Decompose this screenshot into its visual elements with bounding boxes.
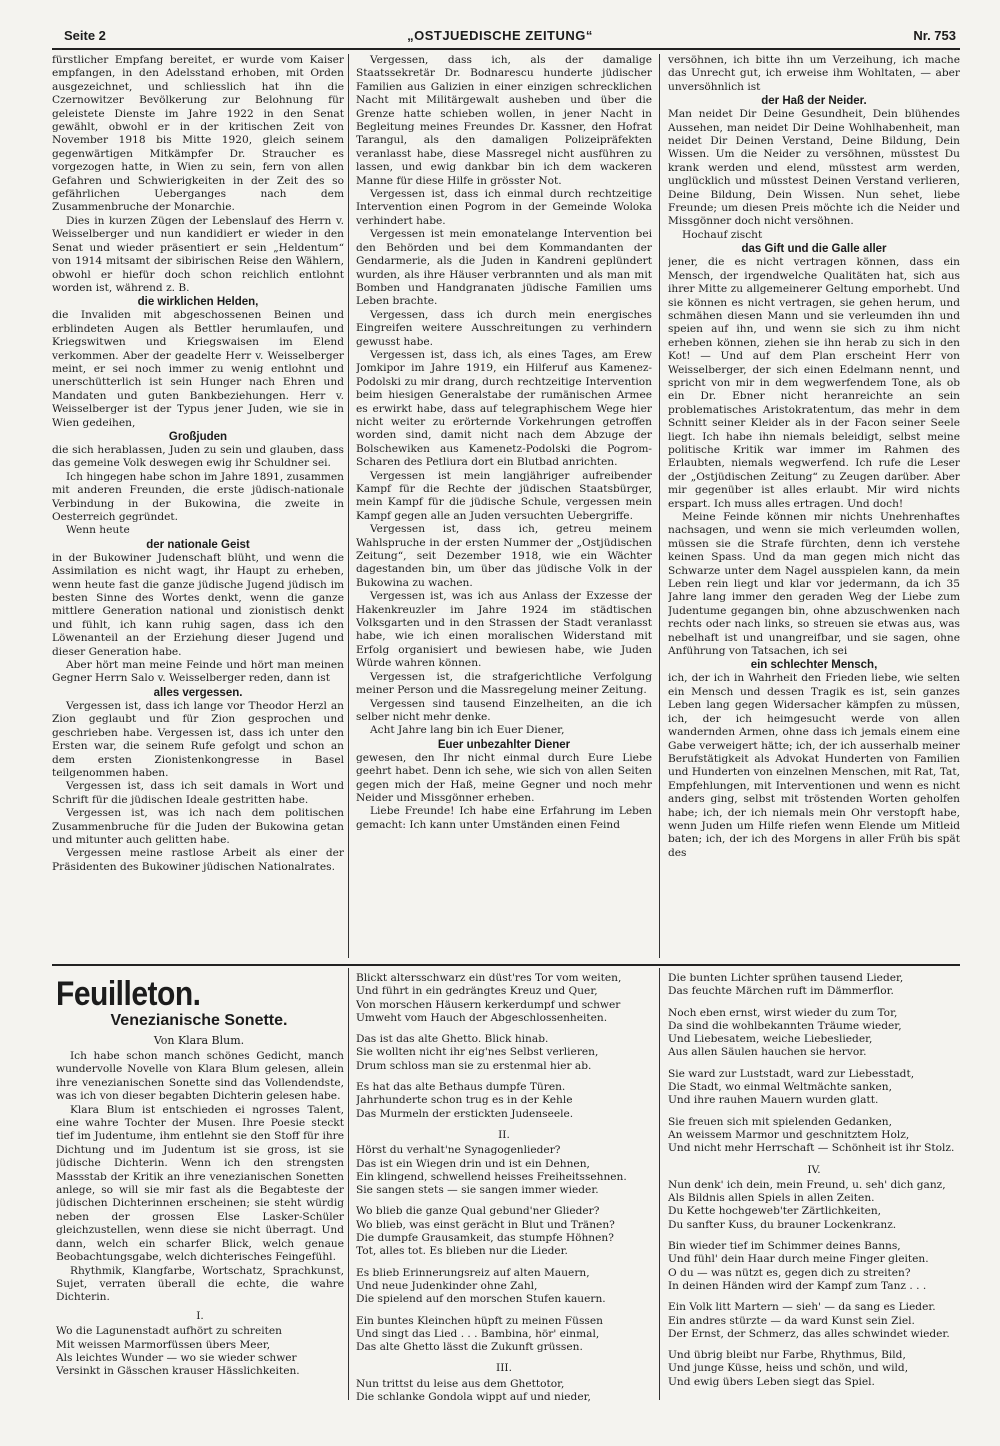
paragraph: die sich herablassen, Juden zu sein und glauben, dass das gemeine Volk deswegen ewig ihr Schuldner sei. [52, 443, 344, 470]
verse-line: Du sanfter Kuss, du brauner Lockenkranz. [668, 1218, 897, 1231]
verse-line: Und junge Küsse, heiss und schön, und wild, [668, 1362, 909, 1375]
feuilleton-title: Venezianische Sonette. [110, 1012, 288, 1029]
verse-line: Die Stadt, wo einmal Weltmächte sanken, [668, 1081, 892, 1094]
sonnet-numeral: III. [496, 1362, 512, 1375]
paragraph: Vergessen, dass ich, als der damalige Staatssekretär Dr. Bodnarescu hunderte jüdischer Familien aus Galizien in einer einzigen schrecklichen Nacht mit Militärgewalt ausheben und über die Grenze hatte schieben wollen, in jener Nacht in Begleitung meines Freundes Dr. Kassner, den Hofrat Tarangul, als den damaligen Polizeipräfekten veranlasst habe, diese Massregel nicht ausführen zu lassen, und ewig dankbar bin ich dem wackeren Manne für diese Hilfe in grösster Not. [356, 54, 652, 187]
verse-line: Das feuchte Märchen ruft im Dämmerflor. [668, 985, 894, 998]
stanza [668, 1007, 960, 1060]
verse-line: Sie wollten nicht ihr eig'nes Selbst verlieren, [356, 1046, 599, 1059]
verse-line: Umweht vom Hauch der Abgeschlossenheiten. [356, 1011, 608, 1024]
stanza [356, 1315, 652, 1355]
verse-line: Wo blieb die ganze Qual gebund'ner Glieder? [356, 1205, 600, 1218]
paragraph: Vergessen ist, dass ich einmal durch rechtzeitige Intervention einen Pogrom in der Gemeinde Woloka verhindert habe. [356, 188, 652, 227]
verse-line: Und ihre rauhen Mauern wurden glatt. [668, 1094, 879, 1107]
stanza [356, 1267, 652, 1307]
article-column-3 [668, 54, 960, 960]
verse-line: Ein klingend, schwellend heisses Freiheitssehnen. [356, 1170, 627, 1183]
subheading: das Gift und die Galle aller [741, 243, 887, 256]
issue-number: Nr. 753 [913, 28, 956, 43]
article-column-2 [356, 54, 652, 960]
verse-line: In deinen Händen wird der Kampf zum Tanz . . . [668, 1279, 927, 1292]
paragraph: Ich hingegen habe schon im Jahre 1891, zusammen mit anderen Freunden, die erste jüdisch-nationale Verbindung in der Bukowina, die zweite in Oesterreich gegründet. [52, 470, 344, 523]
sonnet-numeral: I. [196, 1310, 204, 1322]
verse-line: Wo blieb, was einst gerächt in Blut und Tränen? [356, 1218, 615, 1231]
paragraph: Meine Feinde können mir nichts Unehrenhaftes nachsagen, und wenn sie mich verleumden wollen, müssen sie die Strafe fürchten, denn ich verstehe keinen Spass. Und da man gegen mich nicht das Schwarze unter dem Nagel ausspielen kann, da mein Leben rein liegt und klar vor jedermann, da ich 35 Jahre lang immer den geraden Weg der Liebe zum Judentume gegangen bin, ohne abzuschwenken nach rechts oder nach links, so streuen sie etwas aus, was nebelhaft ist und unangreifbar, und sie sagen, ohne Anführung von Tatsachen, ich sei [668, 511, 960, 658]
verse-line: Blickt altersschwarz ein düst'res Tor vom weiten, [356, 972, 622, 984]
stanza [356, 1144, 652, 1197]
verse-line: Ein Volk litt Martern — sieh' — da sang es Lieder. [668, 1301, 936, 1314]
stanza [668, 1116, 960, 1156]
column-rule [659, 968, 660, 1400]
paragraph: Vergessen, dass ich durch mein energisches Eingreifen weitere Ausschreitungen zu verhindern gewusst habe. [356, 308, 652, 348]
column-rule [348, 968, 349, 1400]
verse-line: Und übrig bleibt nur Farbe, Rhythmus, Bild, [668, 1349, 906, 1362]
paragraph: Acht Jahre lang bin ich Euer Diener, [370, 724, 565, 737]
paragraph: Vergessen ist, dass ich, als eines Tages, am Erew Jomkipor im Jahre 1919, ein Hilferuf aus Kamenez-Podolski zu mir drang, durch rechtzeitige Intervention beim hiesigen Generalstabe der rumänischen Armee es erwirkt habe, dass auf telegraphischem Wege hier nicht weiter zu erörternde Vorkehrungen getroffen worden sind, damit nicht nach dem Abzuge der Bolschewiken aus Kamenetz-Podolski die Pogrom-Scharen des Petliura dort ein Blutbad anrichten. [356, 348, 652, 469]
stanza [668, 1301, 960, 1341]
stanza [668, 1349, 960, 1389]
paragraph: Rhythmik, Klangfarbe, Wortschatz, Sprachkunst, Sujet, verraten überall die echte, die wahre Dichterin. [56, 1264, 344, 1304]
verse-line: An weissem Marmor und geschnitztem Holz, [668, 1128, 910, 1141]
verse-line: Nun denk' ich dein, mein Freund, u. seh' dich ganz, [668, 1178, 946, 1191]
verse-line: Sie freuen sich mit spielenden Gedanken, [668, 1115, 892, 1128]
verse-line: Wo die Lagunenstadt aufhört zu schreiten [56, 1325, 282, 1338]
paragraph: Vergessen ist, die strafgerichtliche Verfolgung meiner Person und die Massregelung meiner Zeitung. [356, 670, 652, 697]
page-number: Seite 2 [64, 28, 106, 43]
verse-line: Versinkt in Gässchen krauser Hässlichkeiten. [56, 1365, 300, 1378]
verse-line: Und singt das Lied . . . Bambina, hör' einmal, [356, 1327, 600, 1340]
paragraph: die Invaliden mit abgeschossenen Beinen und erblindeten Augen als Bettler herumlaufen, und Kriegswitwen und Kriegswaisen im Elend verkommen. Aber der geadelte Herr v. Weisselberger meint, er sei noch immer zu wenig entlohnt und unerschütterlich ist sein Hunger nach Ehren und Mandaten und guten Bankbeziehungen. Herr v. Weisselberger ist der Typus jener Juden, wie sie in Wien gedeihen, [52, 309, 344, 429]
stanza [56, 1325, 344, 1378]
paragraph: Hochauf zischt [682, 228, 763, 241]
sonnet-column-3 [668, 972, 960, 1402]
page-header [0, 26, 1000, 48]
subheading: ein schlechter Mensch, [750, 659, 878, 672]
paragraph: Ich habe schon manch schönes Gedicht, manch wundervolle Novelle von Klara Blum gelesen, allein ihre venezianischen Sonette sind das Vollendendste, was ich von dieser begabten Dichterin gelesen habe. [56, 1050, 344, 1103]
paragraph: Klara Blum ist entschieden ei ngrosses Talent, eine wahre Tochter der Musen. Ihre Poesie steckt tief im Judentume, ihm entlehnt sie den Stoff für ihre Dichtung und im Judentum ist sie gross, ist sie jüdische Dichterin. Wenn ich den strengsten Massstab der Kritik an ihre venezianischen Sonetten anlege, so will sie mir fast als die Begabteste der jüdischen Dichterinnen erscheinen; sie steht würdig neben der grossen Else Lasker-Schüler gleichzustellen, wenn diese sie nicht überragt. Und dann, welch ein scharfer Blick, welch genaue Beobachtungsgabe, welch dichterisches Feingefühl. [56, 1103, 344, 1264]
stanza [356, 1033, 652, 1073]
paragraph: Vergessen ist, was ich nach dem politischen Zusammenbruche für die Juden der Bukowina getan und mitunter auch gelitten habe. [52, 807, 344, 846]
masthead-title: „OSTJUEDISCHE ZEITUNG“ [407, 28, 593, 43]
subheading: der Haß der Neider. [761, 95, 867, 108]
verse-line: Und ewig übers Leben siegt das Spiel. [668, 1375, 875, 1388]
verse-line: Sie ward zur Luststadt, ward zur Liebesstadt, [668, 1067, 915, 1080]
verse-line: Und Liebesatem, weiche Liebeslieder, [668, 1033, 873, 1046]
verse-line: Es blieb Erinnerungsreiz auf alten Mauern, [356, 1266, 590, 1279]
verse-line: Es hat das alte Bethaus dumpfe Türen. [356, 1081, 566, 1094]
verse-line: Und neue Judenkinder ohne Zahl, [356, 1279, 538, 1292]
verse-line: Und nicht mehr Herrschaft — Schönheit ist ihr Stolz. [668, 1142, 955, 1155]
verse-line: O du — was nützt es, gegen dich zu streiten? [668, 1266, 911, 1279]
verse-line: Der Ernst, der Schmerz, das alles schwindet wieder. [668, 1327, 950, 1340]
verse-line: Sie sangen stets — sie sangen immer wieder. [356, 1184, 599, 1197]
sonnet-numeral: II. [498, 1128, 510, 1141]
paragraph: in der Bukowiner Judenschaft blüht, und wenn die Assimilation es nicht wagt, ihr Haupt zu erheben, wenn heute fast die ganze jüdische Jugend jüdisch im besten Sinne des Wortes denkt, wenn die ganze mittlere Generation national und zionistisch denkt und fühlt, ich kann ruhig sagen, dass ich den Löwenanteil an der Erziehung dieser Jugend und dieser Generation habe. [52, 551, 344, 658]
verse-line: Das alte Ghetto lässt die Zukunft grüssen. [356, 1341, 583, 1354]
paragraph: Dies in kurzen Zügen der Lebenslauf des Herrn v. Weisselberger und nun kandidiert er wieder in den Senat und wieder präsentiert er sein „Heldentum“ von 1914 mitsamt der sibirischen Reise den Wählern, obwohl er hiefür doch schon reichlich entlohnt worden ist, während z. B. [52, 214, 344, 294]
verse-line: Von morschen Häusern kerkerdumpf und schwer [356, 998, 621, 1011]
column-rule [659, 54, 660, 958]
paragraph: Aber hört man meine Feinde und hört man meinen Gegner Herrn Salo v. Weisselberger reden, dann ist [52, 659, 344, 685]
paragraph: jener, die es nicht vertragen können, dass ein Mensch, der irgendwelche Qualitäten hat, sich aus ihrer Mitte zu allgemeinerer Geltung emporhebt. Und sie können es nicht vertragen, sie gehen herum, und schmähen diesen Mann und sie verleumden ihn und speien auf ihn, und wenn sie sich zu ihm nicht erheben können, ziehen sie ihn herab zu sich in den Kot! — Und auf dem Plan erscheint Herr von Weisselberger, der sich einen Edelmann nennt, und spricht von mir in dem wegwerfendem Tone, als ob ein Dr. Ebner nicht heranreichte an sein problematisches Aristokratentum, das mehr in dem Schnitt seiner Kleider als in der Facon seiner Seele liegt. Ich habe ihn niemals beleidigt, selbst meine politische Kritik war immer im Rahmen des Erlaubten, niemals wegwerfend. Ich rufe die Leser der „Ostjüdischen Zeitung“ zu Zeugen darüber. Aber mir gegenüber ist alles erlaubt. Mir wird nichts erspart. Ich muss alles ertragen. Und doch! [668, 256, 960, 510]
verse-line: Da sind die wohlbekannten Träume wieder, [668, 1019, 902, 1032]
verse-line: Als Bildnis allen Spiels in allen Zeiten. [668, 1192, 875, 1205]
paragraph: Liebe Freunde! Ich habe eine Erfahrung im Leben gemacht: Ich kann unter Umständen einen Feind [356, 805, 652, 831]
verse-line: Die spielend auf den morschen Stufen kauern. [356, 1293, 606, 1306]
verse-line: Die bunten Lichter sprühen tausend Lieder, [668, 972, 904, 984]
verse-line: Tot, alles tot. Es blieben nur die Lieder. [356, 1245, 568, 1258]
verse-line: Bin wieder tief im Schimmer deines Banns, [668, 1240, 901, 1253]
stanza [356, 1205, 652, 1258]
paragraph: Vergessen ist mein langjähriger aufreibender Kampf für die Rechte der jüdischen Staatsbürger, mein Kampf für die jüdische Schule, vergessen mein Kampf gegen alle an Juden versuchten Uebergriffe. [356, 469, 652, 522]
subheading: Euer unbezahlter Diener [437, 738, 571, 751]
subheading: die wirklichen Helden, [137, 296, 259, 309]
subheading: der nationale Geist [146, 538, 250, 551]
stanza [668, 1179, 960, 1232]
verse-line: Ein andres stürzte — da ward Kunst sein Ziel. [668, 1314, 915, 1327]
sonnet-column-2 [356, 972, 652, 1402]
paragraph: Wenn heute [66, 524, 130, 537]
paragraph: Vergessen ist, was ich aus Anlass der Exzesse der Hakenkreuzler im Jahre 1924 im städtischen Volksgarten und in den Strassen der Stadt veranlasst habe, wie ich einen moralischen Widerstand mit Erfolg organisiert und bewiesen habe, wie Juden Würde wahren können. [356, 590, 652, 670]
stanza [356, 972, 652, 1025]
paragraph: Vergessen ist, dass ich, getreu meinem Wahlspruche in der ersten Nummer der „Ostjüdischen Zeitung“, seit Dezember 1918, wie ein Wächter dagestanden bin, um über das jüdische Volk in der Bukowina zu wachen. [356, 523, 652, 589]
column-rule [348, 54, 349, 958]
verse-line: Und führt in ein gedrängtes Kreuz und Quer, [356, 985, 598, 998]
feuilleton-label: Feuilleton. [56, 975, 201, 1013]
stanza [668, 972, 960, 999]
paragraph: Vergessen sind tausend Einzelheiten, an die ich selber nicht mehr denke. [356, 697, 652, 723]
paragraph: Vergessen ist, dass ich seit damals in Wort und Schrift für die jüdischen Ideale gestritten habe. [52, 780, 344, 806]
paragraph: Vergessen meine rastlose Arbeit als einer der Präsidenten des Bukowiner jüdischen Nationalrates. [52, 847, 344, 873]
verse-line: Die dumpfe Grausamkeit, das stumpfe Höhnen? [356, 1232, 614, 1245]
verse-line: Noch eben ernst, wirst wieder du zum Tor, [668, 1006, 898, 1019]
stanza [356, 1378, 652, 1402]
paragraph: Man neidet Dir Deine Gesundheit, Dein blühendes Aussehen, man neidet Dir Deine Wohlhabenheit, man neidet Dir Deinen Verstand, Deine Bildung, Dein Wissen. Um die Neider zu versöhnen, müsstest Du krank werden und elend, müsstest arm werden, unglücklich und müsstest Deinen Verstand verlieren, Deine Bildung, Dein Wissen. Nun sehet, liebe Freunde; um diesen Preis möchte ich die Neider und Missgönner doch nicht versöhnen. [668, 108, 960, 228]
paragraph: versöhnen, ich bitte ihn um Verzeihung, ich mache das Unrecht gut, ich erweise ihm Wohltaten, — aber unversöhnlich ist [668, 54, 960, 93]
verse-line: Die schlanke Gondola wippt auf und nieder, [356, 1391, 591, 1402]
stanza [668, 1240, 960, 1293]
paragraph: fürstlicher Empfang bereitet, er wurde vom Kaiser empfangen, in den Adelsstand erhoben, mit Orden ausgezeichnet, und schliesslich hat ihn die Czernowitzer Bevölkerung zur Belohnung für geleistete Dienste im Jahre 1922 in den Senat gewählt, obwohl er in der kritischen Zeit von November 1918 bis Mitte 1920, gleich seinem gegenwärtigen Mitkämpfer Dr. Straucher es vorgezogen hatte, in Wien zu sein, fern von allen Gefahren und Schwierigkeiten in der Zeit des so gefährlichen Ueberganges nach dem Zusammenbruche der Monarchie. [52, 54, 344, 214]
feuilleton-author: Von Klara Blum. [153, 1034, 245, 1047]
verse-line: Als leichtes Wunder — wo sie wieder schwer [56, 1351, 297, 1364]
verse-line: Jahrhunderte schon trug es in der Kehle [356, 1094, 573, 1107]
sonnet-numeral: IV. [807, 1163, 821, 1176]
verse-line: Aus allen Säulen hauchen sie hervor. [668, 1046, 867, 1059]
verse-line: Das ist ein Wiegen drin und ist ein Dehnen, [356, 1157, 590, 1170]
verse-line: Hörst du verhalt'ne Synagogenlieder? [356, 1144, 561, 1157]
verse-line: Und fühl' dein Haar durch meine Finger gleiten. [668, 1253, 929, 1266]
verse-line: Mit weissen Marmorfüssen übers Meer, [56, 1338, 271, 1351]
header-rule [52, 48, 960, 50]
article-column-1 [52, 54, 344, 960]
verse-line: Das ist das alte Ghetto. Blick hinab. [356, 1033, 549, 1046]
paragraph: gewesen, den Ihr nicht einmal durch Eure Liebe geehrt habet. Denn ich sehe, wie sich von allen Seiten gegen mich der Haß, meine Gegner und noch mehr Neider und Missgönner erheben. [356, 751, 652, 804]
stanza [356, 1081, 652, 1121]
paragraph: ich, der ich in Wahrheit den Frieden liebe, wie selten ein Mensch und dessen Tragik es ist, sein ganzes Leben lang gegen Widersacher kämpfen zu müssen, ich, der ich heimgesucht werde von allen wandernden Armen, ohne dass ich jemals einem eine Gabe verweigert hätte; ich, der ich ausserhalb meiner Berufstätigkeit als Advokat Hunderten von Familien und Hunderten von einzelnen Menschen, mit Rat, Tat, Empfehlungen, mit Interventionen und wenn es nicht anders ging, selbst mit tröstenden Worten geholfen habe; ich, der ich niemals mein Ohr verstopft habe, wenn Juden um Hilfe riefen wenn Elende um Mitleid baten; ich, der ich des Morgens in aller Früh bis spät des [668, 672, 960, 859]
feuilleton-divider [52, 964, 960, 966]
verse-line: Du Kette hochgeweb'ter Zärtlichkeiten, [668, 1205, 882, 1218]
stanza [668, 1068, 960, 1108]
verse-line: Das Murmeln der erstickten Judenseele. [356, 1107, 574, 1120]
verse-line: Nun trittst du leise aus dem Ghettotor, [356, 1377, 565, 1390]
subheading: alles vergessen. [153, 686, 243, 699]
verse-line: Ein buntes Kleinchen hüpft zu meinen Füssen [356, 1314, 603, 1327]
sonnet-column-1 [56, 1310, 344, 1400]
verse-line: Drum schloss man sie zu erstenmal hier ab. [356, 1059, 592, 1072]
paragraph: Vergessen ist mein emonatelange Intervention bei den Behörden und bei dem Kommandanten der Gendarmerie, als die Juden in Kandreni geplündert wurden, als ihre Häuser verbrannten und als man mit Bomben und Handgranaten jüdische Familien ums Leben brachte. [356, 228, 652, 308]
feuilleton-intro [56, 1050, 344, 1305]
paragraph: Vergessen ist, dass ich lange vor Theodor Herzl an Zion geglaubt und für Zion gesprochen und geschrieben habe. Vergessen ist, dass ich unter den Ersten war, die seinem Rufe gefolgt und schon an dem ersten Zionistenkongresse in Basel teilgenommen haben. [52, 699, 344, 779]
subheading: Großjuden [168, 430, 228, 443]
